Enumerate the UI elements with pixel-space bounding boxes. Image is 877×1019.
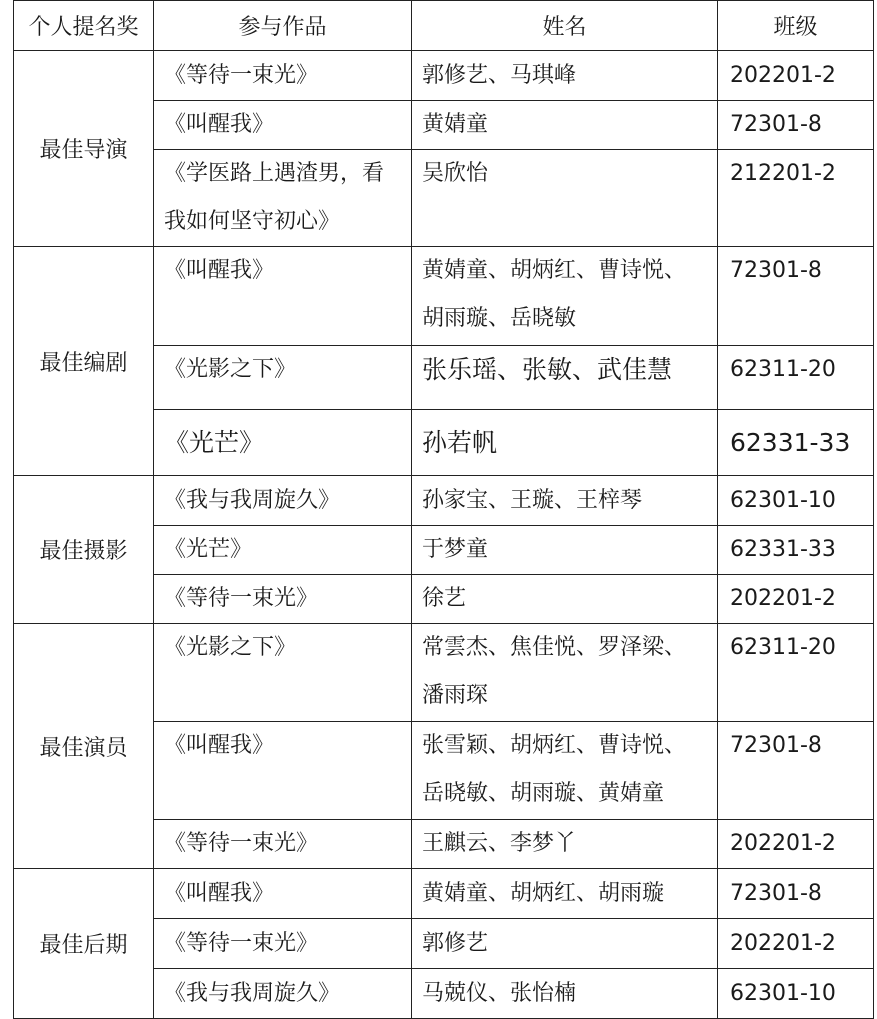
participant-names: 郭修艺 (412, 919, 718, 969)
table-row (14, 51, 874, 101)
header-work: 参与作品 (154, 1, 412, 51)
work-title: 《光芒》 (154, 410, 412, 476)
header-name: 姓名 (412, 1, 718, 51)
work-title: 《叫醒我》 (154, 101, 412, 150)
work-title: 《叫醒我》 (154, 869, 412, 919)
participant-names: 黄婧童、胡炳红、胡雨璇 (412, 869, 718, 919)
header-award: 个人提名奖 (14, 1, 154, 51)
award-category: 最佳演员 (14, 624, 154, 869)
work-title: 《等待一束光》 (154, 51, 412, 101)
participant-names-line: 常雲杰、焦佳悦、罗泽梁、 (422, 635, 687, 660)
award-table (13, 0, 874, 1019)
participant-names-line: 岳晓敏、胡雨璇、黄婧童 (422, 781, 665, 806)
work-title: 《等待一束光》 (154, 919, 412, 969)
header-row (14, 1, 874, 51)
work-title: 《叫醒我》 (154, 722, 412, 820)
participant-names: 黄婧童 (412, 101, 718, 150)
work-title: 《光芒》 (154, 526, 412, 575)
class-code: 202201-2 (718, 51, 874, 101)
table-row (14, 247, 874, 346)
class-code: 72301-8 (718, 247, 874, 346)
class-code: 62331-33 (718, 526, 874, 575)
participant-names: 郭修艺、马琪峰 (412, 51, 718, 101)
participant-names: 孙若帆 (412, 410, 718, 476)
participant-names (412, 247, 718, 346)
participant-names (412, 624, 718, 722)
work-title: 《光影之下》 (154, 624, 412, 722)
work-title: 《我与我周旋久》 (154, 476, 412, 526)
class-code: 62301-10 (718, 476, 874, 526)
work-title: 《叫醒我》 (154, 247, 412, 346)
participant-names-line: 胡雨璇、岳晓敏 (422, 306, 577, 331)
table-row (14, 476, 874, 526)
participant-names-line: 潘雨琛 (422, 683, 489, 708)
award-category: 最佳摄影 (14, 476, 154, 624)
award-category: 最佳编剧 (14, 247, 154, 476)
participant-names (412, 722, 718, 820)
work-title: 《我与我周旋久》 (154, 969, 412, 1019)
class-code: 62301-10 (718, 969, 874, 1019)
header-class: 班级 (718, 1, 874, 51)
class-code: 62311-20 (718, 624, 874, 722)
class-code: 62311-20 (718, 346, 874, 410)
class-code: 202201-2 (718, 820, 874, 869)
work-title (154, 150, 412, 247)
work-title: 《等待一束光》 (154, 820, 412, 869)
work-title-line: 《学医路上遇渣男，看 (164, 161, 385, 186)
participant-names: 马兢仪、张怡楠 (412, 969, 718, 1019)
work-title-line: 我如何坚守初心》 (164, 209, 341, 234)
class-code: 62331-33 (718, 410, 874, 476)
work-title: 《等待一束光》 (154, 575, 412, 624)
class-code: 72301-8 (718, 101, 874, 150)
award-category: 最佳后期 (14, 869, 154, 1019)
table-row (14, 624, 874, 722)
class-code: 202201-2 (718, 919, 874, 969)
participant-names: 吴欣怡 (412, 150, 718, 247)
class-code: 212201-2 (718, 150, 874, 247)
class-code: 72301-8 (718, 722, 874, 820)
participant-names-line: 黄婧童、胡炳红、曹诗悦、 (422, 258, 687, 283)
participant-names: 张乐瑶、张敏、武佳慧 (412, 346, 718, 410)
participant-names: 王麒云、李梦丫 (412, 820, 718, 869)
class-code: 202201-2 (718, 575, 874, 624)
table-row (14, 869, 874, 919)
award-category: 最佳导演 (14, 51, 154, 247)
participant-names: 于梦童 (412, 526, 718, 575)
work-title: 《光影之下》 (154, 346, 412, 410)
class-code: 72301-8 (718, 869, 874, 919)
participant-names: 徐艺 (412, 575, 718, 624)
participant-names-line: 张雪颖、胡炳红、曹诗悦、 (422, 733, 687, 758)
participant-names: 孙家宝、王璇、王梓琴 (412, 476, 718, 526)
